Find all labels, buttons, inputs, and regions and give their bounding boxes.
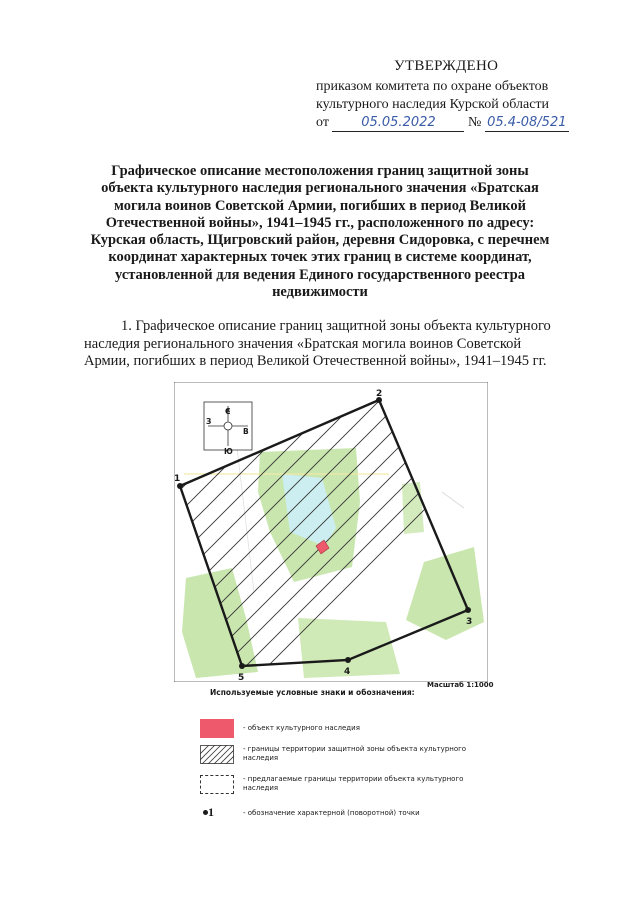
number-sign: № bbox=[467, 115, 482, 130]
legend-text: - объект культурного наследия bbox=[243, 724, 360, 732]
number-value: 05.4-08/521 bbox=[487, 115, 567, 130]
title-line: Графическое описание местоположения границ защитной зоны bbox=[111, 163, 529, 179]
boundary-map bbox=[174, 382, 488, 682]
title-line: координат характерных точек этих границ в системе координат, bbox=[108, 249, 532, 266]
hatch-swatch-icon bbox=[200, 745, 234, 764]
point-5-marker bbox=[239, 663, 245, 669]
paragraph-line: Армии, погибших в период Великой Отечественной войны», 1941–1945 гг. bbox=[84, 353, 547, 369]
legend-text: - обозначение характерной (поворотной) точки bbox=[243, 809, 420, 817]
point-marker-label: 1 bbox=[208, 805, 214, 819]
compass-west: З bbox=[206, 417, 212, 426]
point-label-4: 4 bbox=[344, 667, 351, 677]
compass-south: Ю bbox=[224, 447, 233, 456]
point-marker-icon bbox=[200, 805, 234, 820]
paragraph-line: наследия регионального значения «Братская могила воинов Советской bbox=[84, 335, 522, 352]
title-line: могила воинов Советской Армии, погибших в период Великой bbox=[114, 197, 526, 214]
point-label-1: 1 bbox=[174, 474, 181, 484]
compass-east: В bbox=[243, 427, 249, 436]
legend-title: Используемые условные знаки и обозначения: bbox=[210, 688, 415, 697]
section-paragraph bbox=[84, 318, 572, 371]
approval-date-line bbox=[316, 114, 569, 132]
compass-north: С bbox=[225, 407, 231, 416]
approval-line-2: культурного наследия Курской области bbox=[316, 97, 550, 112]
approval-title: УТВЕРЖДЕНО bbox=[394, 58, 499, 74]
dashed-swatch-icon bbox=[200, 775, 234, 794]
date-prefix: от bbox=[316, 115, 329, 130]
point-label-5: 5 bbox=[238, 673, 245, 682]
number-field bbox=[485, 114, 569, 132]
legend-text: - предлагаемые границы территории объекта культурного наследия bbox=[243, 775, 464, 792]
title-line: Отечественной войны», 1941–1945 гг., расположенного по адресу: bbox=[105, 214, 535, 231]
object-swatch-icon bbox=[200, 719, 234, 738]
paragraph-line: 1. Графическое описание границ защитной зоны объекта культурного bbox=[121, 318, 551, 334]
compass-rose bbox=[204, 402, 252, 456]
document-title bbox=[70, 163, 570, 301]
title-line: установленной для ведения Единого государственного реестра bbox=[115, 266, 525, 283]
title-line: объекта культурного наследия регионального значения «Братская bbox=[101, 180, 539, 197]
map-svg bbox=[174, 382, 488, 682]
date-field bbox=[332, 114, 464, 132]
date-value: 05.05.2022 bbox=[361, 115, 436, 130]
point-4-marker bbox=[345, 657, 351, 663]
point-3-marker bbox=[465, 607, 471, 613]
title-line: Курская область, Щигровский район, деревня Сидоровка, с перечнем bbox=[90, 232, 550, 249]
legend-text: - границы территории защитной зоны объекта культурного наследия bbox=[243, 745, 467, 762]
title-line: недвижимости bbox=[272, 284, 368, 301]
approval-line-1: приказом комитета по охране объектов bbox=[316, 79, 549, 94]
point-label-2: 2 bbox=[376, 389, 383, 399]
point-label-3: 3 bbox=[466, 617, 473, 627]
map-scale: Масштаб 1:1000 bbox=[427, 681, 494, 689]
